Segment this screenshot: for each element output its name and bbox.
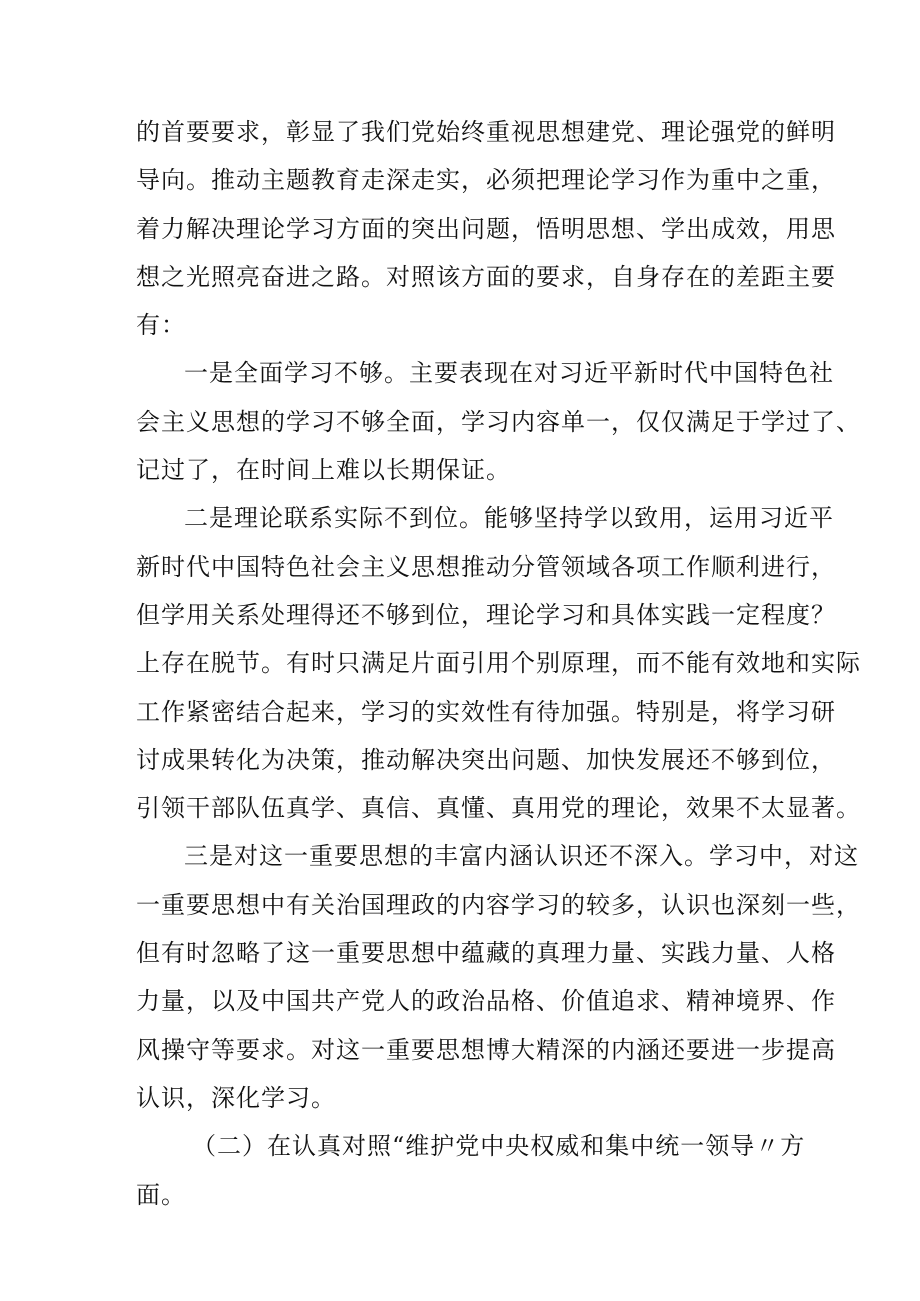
text-line: 工作紧密结合起来，学习的实效性有待加强。特别是，将学习研 xyxy=(136,697,836,726)
text-line: 面。 xyxy=(136,1180,186,1209)
text-line: 引领干部队伍真学、真信、真懂、真用党的理论，效果不太显著。 xyxy=(136,794,861,823)
text-line: 记过了，在时间上难以长期保证。 xyxy=(136,456,511,485)
paragraph-point-one xyxy=(136,349,861,494)
text-line: 但有时忽略了这一重要思想中蕴藏的真理力量、实践力量、人格 xyxy=(136,939,836,968)
text-line: 讨成果转化为决策，推动解决突出问题、加快发展还不够到位， xyxy=(136,745,836,774)
text-line: 导向。推动主题教育走深走实，必须把理论学习作为重中之重， xyxy=(136,166,836,195)
text-line: 想之光照亮奋进之路。对照该方面的要求，自身存在的差距主要 xyxy=(136,262,836,291)
text-line: 二是理论联系实际不到位。能够坚持学以致用，运用习近平 xyxy=(184,504,834,533)
section-heading-two xyxy=(136,1122,806,1219)
text-line: 认识，深化学习。 xyxy=(136,1083,336,1112)
text-line: 新时代中国特色社会主义思想推动分管领域各项工作顺利进行， xyxy=(136,552,836,581)
text-line: 一是全面学习不够。主要表现在对习近平新时代中国特色社 xyxy=(184,359,834,388)
text-line: 上存在脱节。有时只满足片面引用个别原理，而不能有效地和实际 xyxy=(136,649,861,678)
paragraph-point-three xyxy=(136,832,861,1122)
document-body xyxy=(136,108,861,1219)
text-line: 一重要思想中有关治国理政的内容学习的较多，认识也深刻一些， xyxy=(136,890,861,919)
text-line: 着力解决理论学习方面的突出问题，悟明思想、学出成效，用思 xyxy=(136,214,836,243)
text-line: 有： xyxy=(136,311,186,340)
text-line: 三是对这一重要思想的丰富内涵认识还不深入。学习中，对这 xyxy=(184,842,859,871)
text-line: 的首要要求，彰显了我们党始终重视思想建党、理论强党的鲜明 xyxy=(136,118,836,146)
text-line: 风操守等要求。对这一重要思想博大精深的内涵还要进一步提高 xyxy=(136,1035,836,1064)
text-line: 力量，以及中国共产党人的政治品格、价值追求、精神境界、作 xyxy=(136,987,836,1016)
text-line: 会主义思想的学习不够全面，学习内容单一，仅仅满足于学过了、 xyxy=(136,407,861,436)
text-line: （二）在认真对照“维护党中央权威和集中统一领导〃方 xyxy=(192,1132,806,1161)
text-line: 但学用关系处理得还不够到位，理论学习和具体实践一定程度？ xyxy=(136,600,836,629)
paragraph-point-two xyxy=(136,494,861,832)
paragraph-theory-study-intro xyxy=(136,108,836,349)
